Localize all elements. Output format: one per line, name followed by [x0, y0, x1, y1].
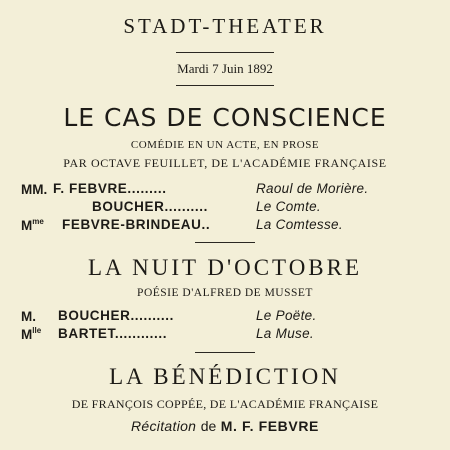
cast-role: Raoul de Morière.: [256, 181, 369, 196]
divider: [176, 85, 274, 86]
cast-row: [0, 217, 450, 235]
play-title: LA NUIT D'OCTOBRE: [87, 255, 363, 280]
cast-row: [0, 326, 450, 344]
cast-prefix: $M^{lle}$: [21, 326, 42, 342]
play-author: DE FRANÇOIS COPPÉE, DE L'ACADÉMIE FRANÇAISE: [71, 397, 379, 411]
cast-role: Le Comte.: [256, 199, 321, 214]
cast-prefix: MM.: [21, 182, 48, 197]
play-genre: COMÉDIE EN UN ACTE, EN PROSE: [130, 139, 320, 151]
cast-actor: FEBVRE-BRINDEAU..: [62, 217, 211, 232]
cast-prefix: M.: [21, 309, 36, 324]
recitation-line: [0, 418, 450, 435]
cast-role: Le Poëte.: [256, 308, 317, 323]
divider: [176, 52, 274, 53]
cast-prefix: $M^{me}$: [21, 217, 44, 233]
cast-role: La Comtesse.: [256, 217, 343, 232]
cast-actor: BOUCHER..........: [92, 199, 208, 214]
theater-name: STADT-THEATER: [123, 14, 327, 38]
play-author: PAR OCTAVE FEUILLET, DE L'ACADÉMIE FRANÇAISE: [63, 156, 387, 170]
cast-row: [0, 181, 450, 199]
play-title: LE CAS DE CONSCIENCE: [63, 103, 387, 132]
cast-actor: BARTET............: [58, 326, 168, 341]
divider: [195, 242, 255, 243]
divider: [195, 352, 255, 353]
cast-row: [0, 308, 450, 326]
recitation-label: Récitation: [131, 418, 197, 434]
play-title: LA BÉNÉDICTION: [109, 364, 341, 389]
play-genre: POÉSIE D'ALFRED DE MUSSET: [137, 287, 313, 299]
recitation-de: de: [200, 418, 217, 434]
cast-actor: F. FEBVRE.........: [53, 181, 167, 196]
cast-actor: BOUCHER..........: [58, 308, 174, 323]
recitation-performer: M. F. FEBVRE: [220, 418, 319, 434]
cast-row: [0, 199, 450, 217]
performance-date: Mardi 7 Juin 1892: [177, 61, 273, 76]
cast-role: La Muse.: [256, 326, 314, 341]
